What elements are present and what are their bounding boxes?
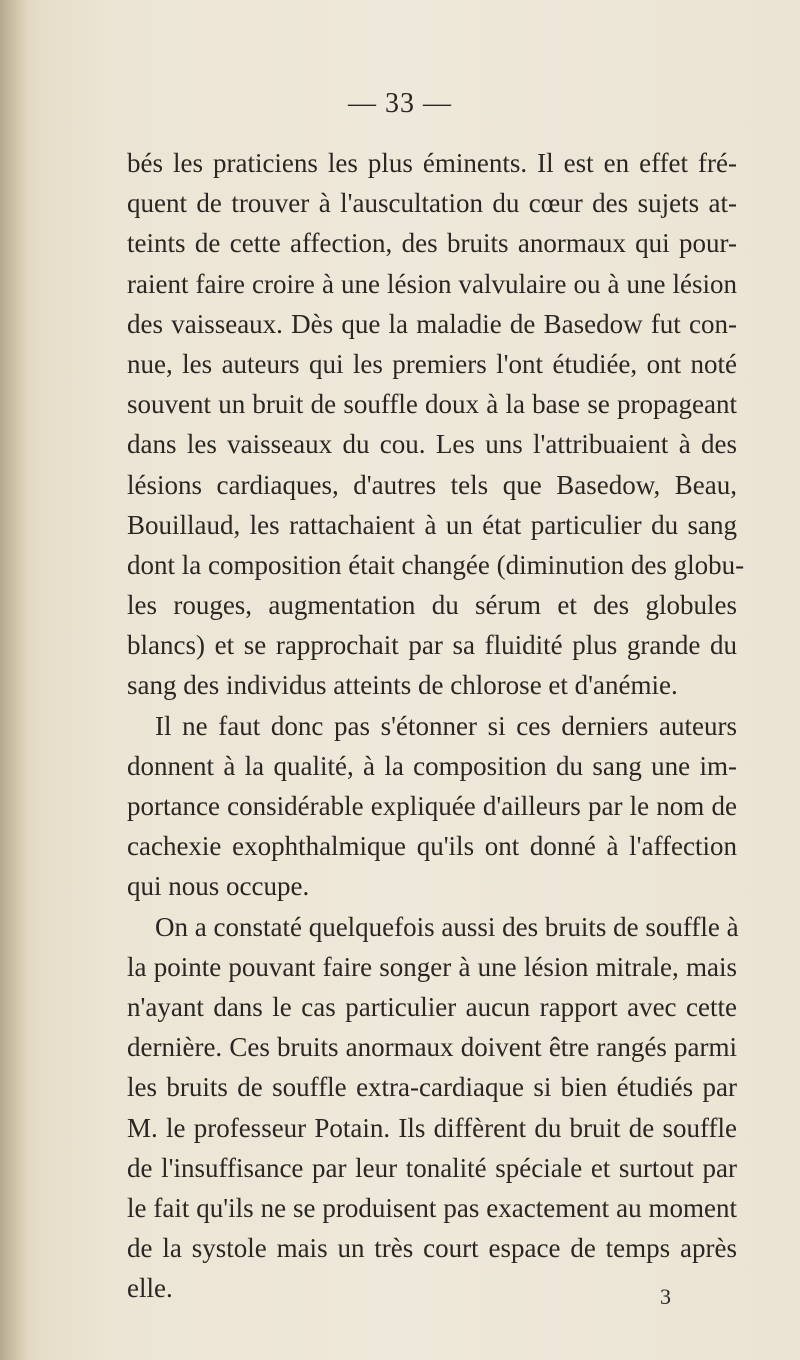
text-line: elle. bbox=[127, 1273, 173, 1304]
text-line: lésions cardiaques, d'autres tels que Basedow, Beau, bbox=[127, 469, 737, 500]
text-line: portance considérable expliquée d'ailleurs par le nom de bbox=[127, 791, 737, 821]
page-number: — 33 — bbox=[348, 88, 452, 119]
text-line: les rouges, augmentation du sérum et des globules bbox=[127, 590, 737, 621]
text-line: bés les praticiens les plus éminents. Il est en effet fré- bbox=[127, 148, 737, 178]
text-line: dans les vaisseaux du cou. Les uns l'attribuaient à des bbox=[127, 429, 737, 460]
text-line: blancs) et se rapprochait par sa fluidité plus grande du bbox=[127, 630, 737, 661]
text-line: qui nous occupe. bbox=[127, 871, 310, 902]
text-line: nue, les auteurs qui les premiers l'ont étudiée, ont noté bbox=[127, 348, 737, 379]
text-line: cachexie exophthalmique qu'ils ont donné à l'affection bbox=[127, 831, 737, 862]
text-line: les bruits de souffle extra-cardiaque si bien étudiés par bbox=[127, 1072, 737, 1103]
text-line: Bouillaud, les rattachaient à un état particulier du sang bbox=[127, 509, 737, 540]
text-line: le fait qu'ils ne se produisent pas exactement au moment bbox=[127, 1192, 737, 1223]
text-line: la pointe pouvant faire songer à une lésion mitrale, mais bbox=[127, 951, 737, 982]
text-line: n'ayant dans le cas particulier aucun rapport avec cette bbox=[127, 991, 737, 1022]
text-line: dont la composition était changée (diminution des globu- bbox=[127, 549, 745, 580]
text-line: sang des individus atteints de chlorose et d'anémie. bbox=[127, 670, 678, 701]
text-line: teints de cette affection, des bruits anormaux qui pour- bbox=[127, 228, 737, 259]
text-line: On a constaté quelquefois aussi des bruits de souffle à bbox=[155, 911, 739, 942]
text-line: Il ne faut donc pas s'étonner si ces derniers auteurs bbox=[155, 710, 737, 741]
text-line: dernière. Ces bruits anormaux doivent être rangés parmi bbox=[127, 1032, 737, 1063]
binding-shadow bbox=[0, 0, 28, 1360]
signature-mark: 3 bbox=[660, 1284, 671, 1309]
text-line: de la systole mais un très court espace de temps après bbox=[127, 1233, 737, 1264]
text-line: souvent un bruit de souffle doux à la base se propageant bbox=[127, 389, 737, 420]
text-line: de l'insuffisance par leur tonalité spéciale et surtout par bbox=[127, 1152, 737, 1183]
text-line: donnent à la qualité, à la composition du sang une im- bbox=[127, 750, 737, 781]
text-line: raient faire croire à une lésion valvulaire ou à une lésion bbox=[127, 268, 737, 299]
body-text bbox=[127, 143, 745, 1308]
text-line: quent de trouver à l'auscultation du cœur des sujets at- bbox=[127, 188, 737, 219]
text-line: des vaisseaux. Dès que la maladie de Basedow fut con- bbox=[127, 308, 737, 339]
text-line: M. le professeur Potain. Ils diffèrent du bruit de souffle bbox=[127, 1112, 737, 1143]
